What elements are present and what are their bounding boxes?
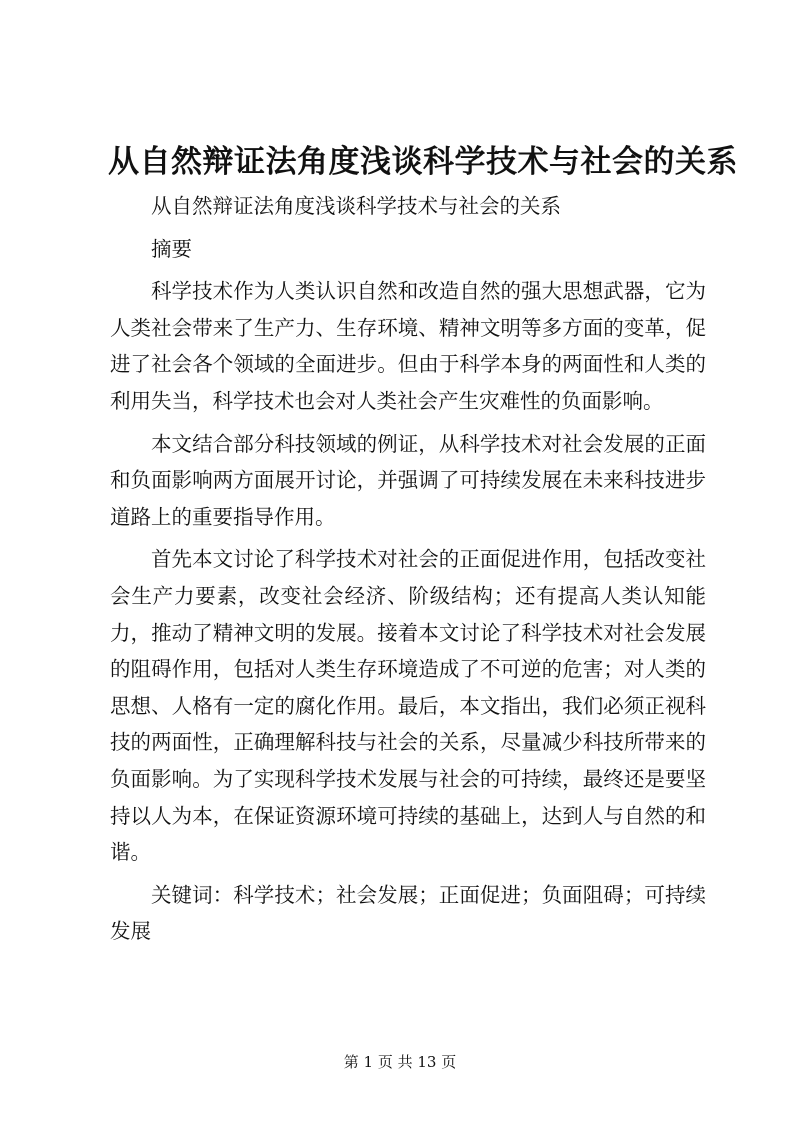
document-body <box>110 188 706 956</box>
abstract-paragraph-3: 首先本文讨论了科学技术对社会的正面促进作用，包括改变社会生产力要素，改变社会经济、阶级结构；还有提高人类认知能力，推动了精神文明的发展。接着本文讨论了科学技术对社会发展的阻碍作用，包括对人类生存环境造成了不可逆的危害；对人类的思想、人格有一定的腐化作用。最后，本文指出，我们必须正视科技的两面性，正确理解科技与社会的关系，尽量减少科技所带来的负面影响。为了实现科学技术发展与社会的可持续，最终还是要坚持以人为本，在保证资源环境可持续的基础上，达到人与自然的和谐。 <box>110 547 706 865</box>
document-title: 从自然辩证法角度浅谈科学技术与社会的关系 <box>108 144 738 180</box>
keywords-paragraph: 关键词：科学技术；社会发展；正面促进；负面阻碍；可持续发展 <box>110 882 706 944</box>
abstract-paragraph-2: 本文结合部分科技领域的例证，从科学技术对社会发展的正面和负面影响两方面展开讨论，并强调了可持续发展在未来科技进步道路上的重要指导作用。 <box>110 431 706 529</box>
page-number-label: 第 1 页 共 13 页 <box>343 1053 457 1071</box>
abstract-paragraph-1: 科学技术作为人类认识自然和改造自然的强大思想武器，它为人类社会带来了生产力、生存环境、精神文明等多方面的变革，促进了社会各个领域的全面进步。但由于科学本身的两面性和人类的利用失当，科学技术也会对人类社会产生灾难性的负面影响。 <box>110 279 706 413</box>
page-footer <box>0 1052 800 1072</box>
abstract-heading: 摘要 <box>151 236 192 261</box>
subtitle-paragraph: 从自然辩证法角度浅谈科学技术与社会的关系 <box>151 194 561 218</box>
